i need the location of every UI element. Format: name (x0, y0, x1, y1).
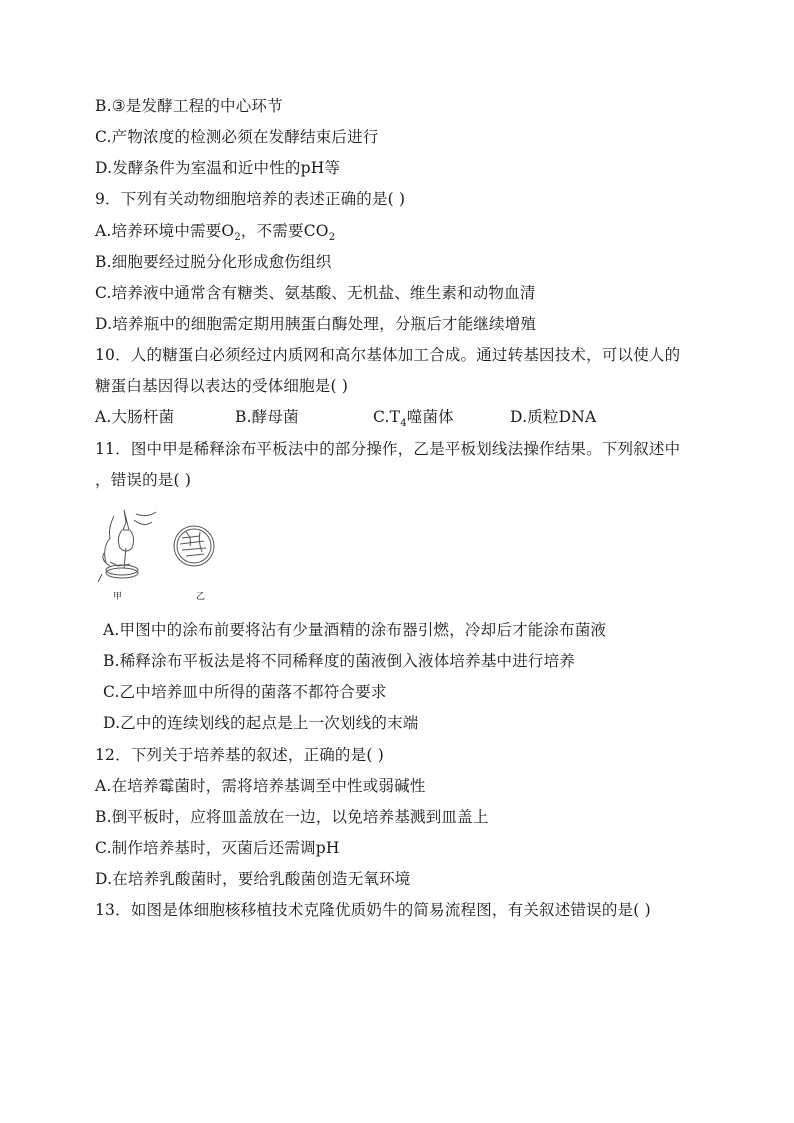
q12-stem: 12．下列关于培养基的叙述，正确的是( ) (95, 746, 384, 764)
q11-stem-line-1: 11．图中甲是稀释涂布平板法中的部分操作，乙是平板划线法操作结果。下列叙述中 (95, 440, 681, 458)
q11-option-a: A.甲图中的涂布前要将沾有少量酒精的涂布器引燃，冷却后才能涂布菌液 (103, 621, 607, 639)
q11-stem-line-2: ，错误的是( ) (95, 471, 192, 489)
figure-label-jia: 甲 (113, 592, 123, 602)
q9a-text-1: A.培养环境中需要O (95, 222, 235, 240)
q12-option-a: A.在培养霉菌时，需将培养基调至中性或弱碱性 (95, 777, 426, 795)
q10-option-c (373, 407, 454, 434)
q12-option-c: C.制作培养基时，灭菌后还需调pH (95, 839, 340, 857)
q10c-text-2: 噬菌体 (406, 408, 454, 426)
q9-option-b: B.细胞要经过脱分化形成愈伤组织 (95, 253, 332, 271)
q10-stem-line-2: 糖蛋白基因得以表达的受体细胞是( ) (95, 377, 349, 395)
figure-label-yi: 乙 (196, 592, 206, 602)
q11-figure (96, 508, 226, 603)
q8-option-d: D.发酵条件为室温和近中性的pH等 (95, 159, 341, 177)
q10-stem-line-1: 10．人的糖蛋白必须经过内质网和高尔基体加工合成。通过转基因技术，可以使人的 (95, 346, 681, 364)
q9-option-c: C.培养液中通常含有糖类、氨基酸、无机盐、维生素和动物血清 (95, 284, 536, 302)
q10-option-d: D.质粒DNA (510, 408, 597, 426)
q11-option-d: D.乙中的连续划线的起点是上一次划线的末端 (103, 714, 419, 732)
q8-option-c: C.产物浓度的检测必须在发酵结束后进行 (95, 128, 379, 146)
q10c-subscript: 4 (400, 418, 407, 430)
q10-option-b: B.酵母菌 (235, 408, 299, 426)
q10-option-a: A.大肠杆菌 (95, 408, 175, 426)
q9a-text-2: ，不需要CO (240, 222, 329, 240)
q11-figure-drawing (96, 508, 226, 603)
q11-option-c: C.乙中培养皿中所得的菌落不都符合要求 (103, 683, 387, 701)
q12-option-b: B.倒平板时，应将皿盖放在一边，以免培养基溅到皿盖上 (95, 808, 489, 826)
q9a-subscript-co2: 2 (328, 232, 336, 244)
q12-option-d: D.在培养乳酸菌时，要给乳酸菌创造无氧环境 (95, 870, 411, 888)
q11-option-b: B.稀释涂布平板法是将不同稀释度的菌液倒入液体培养基中进行培养 (103, 652, 576, 670)
q10c-text-1: C.T (373, 408, 401, 426)
q9-stem: 9．下列有关动物细胞培养的表述正确的是( ) (95, 190, 406, 208)
q8-option-b: B.③是发酵工程的中心环节 (95, 97, 283, 115)
q9-option-a (95, 221, 335, 248)
q9a-subscript-o2: 2 (234, 232, 241, 244)
q13-stem: 13．如图是体细胞核移植技术克隆优质奶牛的简易流程图，有关叙述错误的是( ) (95, 901, 651, 919)
q9-option-d: D.培养瓶中的细胞需定期用胰蛋白酶处理，分瓶后才能继续增殖 (95, 315, 537, 333)
